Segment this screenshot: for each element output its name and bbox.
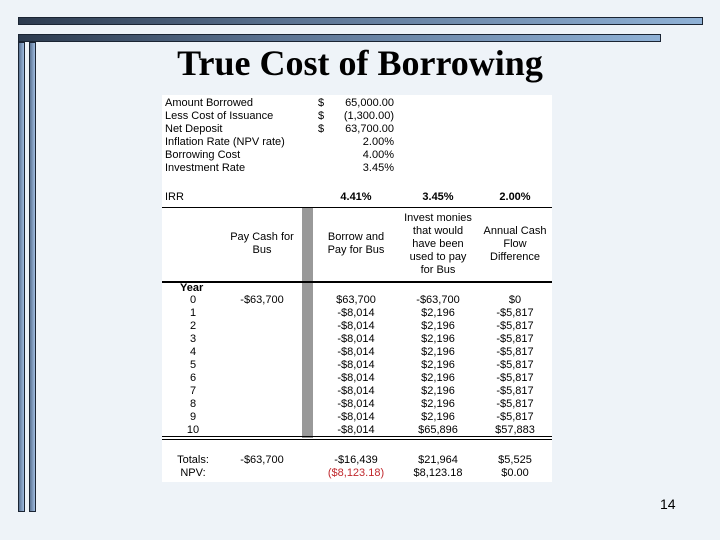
header-invest: that would [412, 225, 464, 237]
table-cell: -$8,014 [337, 333, 375, 345]
spreadsheet [162, 95, 552, 482]
input-label: Less Cost of Issuance [165, 110, 274, 122]
header-pay_cash: Bus [252, 244, 272, 256]
input-value: 3.45% [362, 162, 394, 174]
table-cell: $63,700 [336, 294, 376, 306]
table-cell: -$63,700 [416, 294, 460, 306]
header-year: Year [180, 282, 204, 294]
header-annual: Annual Cash [483, 225, 547, 237]
header-pay_cash: Pay Cash for [230, 231, 294, 243]
input-value: (1,300.00) [343, 110, 394, 122]
year-cell: 8 [189, 398, 197, 410]
table-cell: $2,196 [421, 398, 455, 410]
table-cell: -$8,014 [337, 320, 375, 332]
table-cell: -$5,817 [496, 411, 534, 423]
table-cell: -$8,014 [337, 346, 375, 358]
decor-vbar-2 [29, 42, 36, 512]
slide-title: True Cost of Borrowing [177, 43, 543, 83]
table-cell: -$5,817 [496, 372, 534, 384]
year-cell: 0 [189, 294, 197, 306]
year-cell: 10 [186, 424, 200, 436]
table-cell: $2,196 [421, 385, 455, 397]
table-cell: -$5,817 [496, 359, 534, 371]
input-label: Amount Borrowed [165, 97, 254, 109]
irr-value: 4.41% [340, 191, 372, 203]
totals-value: -$16,439 [334, 454, 378, 466]
header-invest: used to pay [409, 251, 467, 263]
header-borrow: Borrow and [327, 231, 385, 243]
decor-bar-second [18, 34, 661, 42]
rule-double-2 [162, 439, 552, 440]
year-cell: 4 [189, 346, 197, 358]
input-value: 4.00% [362, 149, 394, 161]
table-cell: -$5,817 [496, 398, 534, 410]
table-cell: $2,196 [421, 346, 455, 358]
input-value: 63,700.00 [345, 123, 394, 135]
rule-header [162, 281, 552, 283]
npv-value: $0.00 [501, 467, 529, 479]
decor-vbar-1 [18, 42, 25, 512]
table-cell: -$8,014 [337, 385, 375, 397]
table-cell: -$8,014 [337, 424, 375, 436]
year-cell: 9 [189, 411, 197, 423]
table-cell: -$8,014 [337, 372, 375, 384]
year-cell: 1 [189, 307, 197, 319]
table-cell: $2,196 [421, 333, 455, 345]
table-cell: -$8,014 [337, 411, 375, 423]
year-cell: 5 [189, 359, 197, 371]
table-cell: $2,196 [421, 359, 455, 371]
totals-value: -$63,700 [240, 454, 284, 466]
year-cell: 7 [189, 385, 197, 397]
table-cell: $2,196 [421, 307, 455, 319]
table-cell: $65,896 [418, 424, 458, 436]
input-label: Inflation Rate (NPV rate) [165, 136, 285, 148]
table-cell: $0 [508, 294, 522, 306]
input-currency: $ [318, 97, 325, 109]
table-cell: -$5,817 [496, 320, 534, 332]
table-cell: $2,196 [421, 320, 455, 332]
input-label: Investment Rate [165, 162, 246, 174]
input-value: 65,000.00 [345, 97, 394, 109]
npv-value: ($8,123.18) [327, 467, 385, 479]
npv-label: NPV: [180, 467, 206, 479]
totals-label: Totals: [177, 454, 209, 466]
year-cell: 3 [189, 333, 197, 345]
header-annual: Flow [503, 238, 527, 250]
table-cell: -$5,817 [496, 333, 534, 345]
irr-label: IRR [165, 191, 184, 203]
table-cell: -$8,014 [337, 398, 375, 410]
page-number: 14 [660, 496, 676, 512]
input-label: Borrowing Cost [165, 149, 241, 161]
totals-value: $21,964 [418, 454, 458, 466]
table-cell: $57,883 [495, 424, 535, 436]
table-cell: -$8,014 [337, 359, 375, 371]
header-invest: for Bus [420, 264, 456, 276]
table-cell: -$63,700 [240, 294, 284, 306]
totals-value: $5,525 [498, 454, 532, 466]
input-label: Net Deposit [165, 123, 223, 135]
irr-value: 3.45% [422, 191, 454, 203]
year-cell: 2 [189, 320, 197, 332]
decor-bar-top [18, 17, 703, 25]
table-cell: -$5,817 [496, 346, 534, 358]
year-cell: 6 [189, 372, 197, 384]
table-cell: $2,196 [421, 411, 455, 423]
irr-value: 2.00% [499, 191, 531, 203]
table-cell: -$5,817 [496, 385, 534, 397]
header-annual: Difference [490, 251, 540, 263]
rule-irr [162, 207, 552, 208]
table-cell: $2,196 [421, 372, 455, 384]
input-value: 2.00% [362, 136, 394, 148]
npv-value: $8,123.18 [413, 467, 463, 479]
table-cell: -$8,014 [337, 307, 375, 319]
header-invest: Invest monies [404, 212, 472, 224]
input-currency: $ [318, 110, 325, 122]
header-borrow: Pay for Bus [327, 244, 385, 256]
input-currency: $ [318, 123, 325, 135]
table-cell: -$5,817 [496, 307, 534, 319]
header-invest: have been [412, 238, 464, 250]
